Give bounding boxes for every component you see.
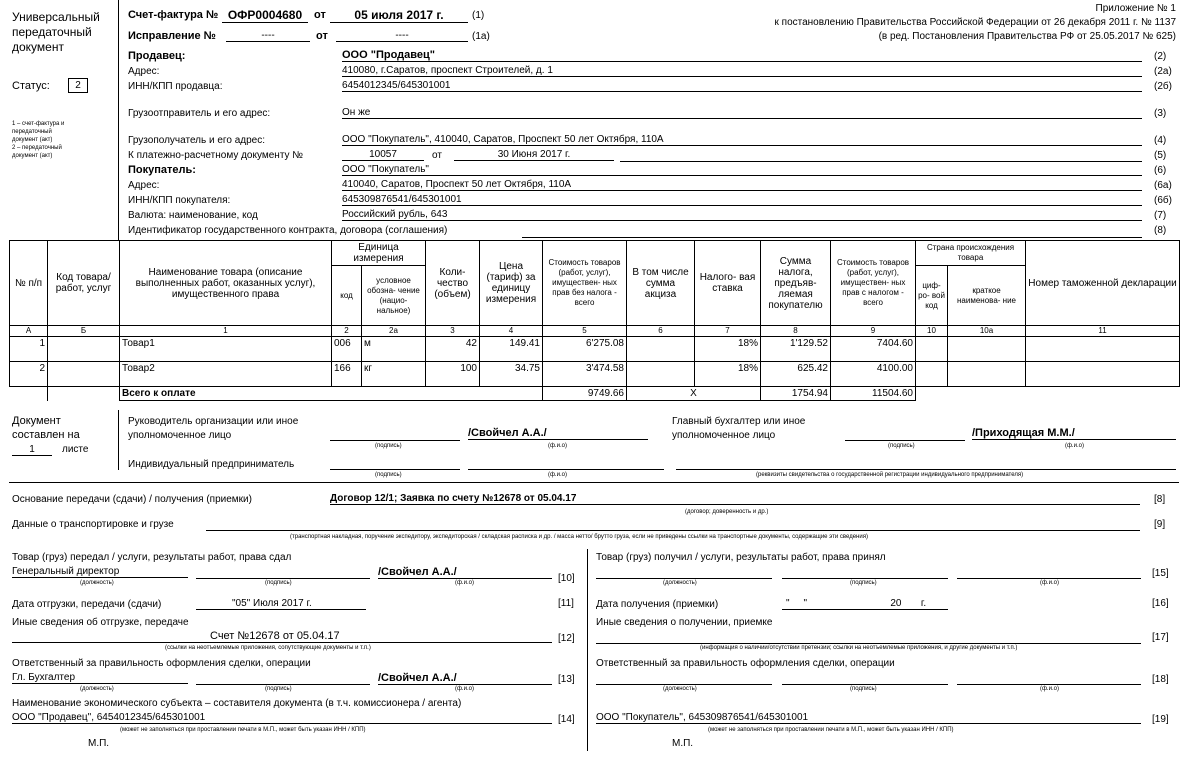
- row-rate: 18%: [695, 337, 761, 362]
- buyer-inn-label: ИНН/КПП покупателя:: [128, 195, 231, 206]
- col-header-np: № п/п: [10, 241, 48, 326]
- row-tax: 625.42: [761, 362, 831, 387]
- ref-17: [17]: [1152, 632, 1169, 643]
- section-divider: [9, 482, 1179, 483]
- currency-ref: (7): [1154, 210, 1167, 221]
- basis-value: Договор 12/1; Заявка по счету №12678 от 05.04.17: [330, 493, 1140, 505]
- document-type-title: [12, 10, 100, 55]
- row-customs: [1026, 362, 1180, 387]
- seller-label: Продавец:: [128, 50, 186, 62]
- title-line: Универсальный: [12, 10, 100, 24]
- resp-sign-line-right: [782, 684, 948, 685]
- handed-label: Товар (груз) передал / услуги, результаты работ, права сдал: [12, 552, 292, 563]
- col-header-country-code: циф- ро- вой код: [916, 266, 948, 326]
- chief-acc-sign-line: [845, 440, 965, 441]
- caption-position: (должность): [663, 686, 697, 692]
- stamp-place-left: М.П.: [88, 738, 110, 749]
- caption-fio: (ф.и.о): [455, 580, 474, 586]
- received-fio-line: [957, 578, 1141, 579]
- head-sign-line: уполномоченное лицо: [128, 430, 232, 441]
- other-ship-value: Счет №12678 от 05.04.17: [12, 630, 552, 643]
- col-number: А: [10, 326, 48, 337]
- chief-acc-label: [672, 415, 805, 443]
- row-unit-code: 166: [332, 362, 362, 387]
- row-unit-code: 006: [332, 337, 362, 362]
- payment-doc-ref: (5): [1154, 150, 1167, 161]
- table-row: [10, 362, 1180, 387]
- row-price: 149.41: [480, 337, 543, 362]
- invoice-ref: (1): [472, 10, 485, 21]
- ship-date-label: Дата отгрузки, передачи (сдачи): [12, 599, 162, 610]
- col-header-excise: В том числе сумма акциза: [627, 241, 695, 326]
- buyer-label: Покупатель:: [128, 164, 196, 176]
- chief-acc-line: Главный бухгалтер или иное: [672, 416, 806, 427]
- entity-caption-right: (может не заполняться при проставлении печати в М.П., может быть указан ИНН / КПП): [708, 727, 954, 733]
- row-unit-name: м: [362, 337, 426, 362]
- resp-position-line-right: [596, 684, 772, 685]
- consignee-ref: (4): [1154, 135, 1167, 146]
- ref-10: [10]: [558, 573, 575, 584]
- caption-position: (должность): [80, 580, 114, 586]
- col-number: Б: [48, 326, 120, 337]
- contract-id-line: [522, 237, 1142, 238]
- resp-label-right: Ответственный за правильность оформления сделки, операции: [596, 658, 895, 669]
- entity-value-left: ООО "Продавец", 6454012345/645301001: [12, 712, 552, 724]
- correction-date: ----: [336, 30, 468, 42]
- seller-inn-label: ИНН/КПП продавца:: [128, 81, 223, 92]
- col-header-country-name: краткое наименова- ние: [948, 266, 1026, 326]
- caption-fio: (ф.и.о): [548, 472, 567, 478]
- doc-sheets-line: составлен на: [12, 429, 80, 441]
- row-excise: [627, 362, 695, 387]
- payment-doc-number: 10057: [342, 149, 424, 161]
- title-line: передаточный: [12, 25, 92, 39]
- row-number: 1: [10, 337, 48, 362]
- status-note: документ (акт): [12, 153, 53, 159]
- ref-19: [19]: [1152, 714, 1169, 725]
- head-sign-line: [330, 440, 460, 441]
- ref-16: [16]: [1152, 598, 1169, 609]
- status-note: 2 – передаточный: [12, 145, 62, 151]
- contract-id-label: Идентификатор государственного контракта, договора (соглашения): [128, 225, 448, 236]
- handed-sign-line: [196, 578, 370, 579]
- shipper-label: Грузоотправитель и его адрес:: [128, 108, 271, 119]
- seller-inn-value: 6454012345/645301001: [342, 80, 1142, 92]
- consignee-label: Грузополучатель и его адрес:: [128, 135, 265, 146]
- correction-label: Исправление №: [128, 30, 216, 42]
- doc-sheets-block: [12, 414, 80, 442]
- row-cost: 3'474.58: [543, 362, 627, 387]
- ref-15: [15]: [1152, 568, 1169, 579]
- col-header-price: Цена (тариф) за единицу измерения: [480, 241, 543, 326]
- center-divider: [587, 549, 588, 751]
- col-header-code: Код товара/ работ, услуг: [48, 241, 120, 326]
- col-number: 1: [120, 326, 332, 337]
- caption-sign: (подпись): [265, 686, 292, 692]
- ref-11: [11]: [558, 598, 574, 609]
- head-name: /Свойчел А.А./: [468, 427, 648, 440]
- row-country-name: [948, 362, 1026, 387]
- other-ship-caption: (ссылки на неотъемлемые приложения, сопутствующие документы и т.п.): [165, 645, 371, 651]
- row-price: 34.75: [480, 362, 543, 387]
- caption-fio: (ф.и.о): [1065, 443, 1084, 449]
- row-code: [48, 362, 120, 387]
- sheets-label: листе: [62, 444, 89, 455]
- row-country-code: [916, 362, 948, 387]
- invoice-date: 05 июля 2017 г.: [330, 8, 468, 23]
- shipper-value: Он же: [342, 107, 1142, 119]
- sheets-count: 1: [12, 444, 52, 456]
- basis-label: Основание передачи (сдачи) / получения (приемки): [12, 494, 252, 505]
- buyer-address-ref: (6а): [1154, 180, 1172, 191]
- resp-fio-line-right: [957, 684, 1141, 685]
- col-header-name: Наименование товара (описание выполненных работ, оказанных услуг), имущественного права: [120, 241, 332, 326]
- row-name: Товар2: [120, 362, 332, 387]
- caption-sign: (подпись): [850, 686, 877, 692]
- currency-value: Российский рубль, 643: [342, 209, 1142, 221]
- recv-date-label: Дата получения (приемки): [596, 599, 719, 610]
- col-number: 2а: [362, 326, 426, 337]
- total-row: [10, 387, 1180, 401]
- payment-doc-line: [620, 161, 1142, 162]
- caption-fio: (ф.и.о): [1040, 580, 1059, 586]
- row-qty: 42: [426, 337, 480, 362]
- payment-doc-date: 30 Июня 2017 г.: [454, 149, 614, 161]
- title-line: документ: [12, 40, 64, 54]
- chief-acc-name: /Приходящая М.М./: [972, 427, 1176, 440]
- received-sign-line: [782, 578, 948, 579]
- caption-sign: (подпись): [850, 580, 877, 586]
- status-note: передаточный: [12, 129, 52, 135]
- resp-name-left: /Свойчел А.А./: [378, 672, 552, 685]
- other-recv-label: Иные сведения о получении, приемке: [596, 617, 773, 628]
- status-label: Статус:: [12, 80, 50, 92]
- total-tax: 1754.94: [761, 387, 831, 401]
- head-sign-line: Руководитель организации или иное: [128, 416, 299, 427]
- row-country-code: [916, 337, 948, 362]
- row-code: [48, 337, 120, 362]
- row-number: 2: [10, 362, 48, 387]
- caption-position: (должность): [80, 686, 114, 692]
- row-name: Товар1: [120, 337, 332, 362]
- seller-inn-ref: (2б): [1154, 81, 1172, 92]
- ie-sign-line: [330, 469, 460, 470]
- other-recv-caption: (информация о наличии/отсутствии претензии; ссылки на неотъемлемые приложения, и другие документы и т.п.): [700, 645, 1018, 651]
- basis-caption: (договор; доверенность и др.): [685, 509, 769, 515]
- col-header-country: Страна происхождения товара: [916, 241, 1026, 266]
- buyer-address-value: 410040, Саратов, Проспект 50 лет Октября, 110А: [342, 179, 1142, 191]
- sign-divider: [118, 410, 119, 470]
- caption-sign: (подпись): [888, 443, 915, 449]
- payment-doc-label: К платежно-расчетному документу №: [128, 150, 304, 161]
- col-header-unit: Единица измерения: [332, 241, 426, 266]
- stamp-place-right: М.П.: [672, 738, 694, 749]
- ie-fio-line: [468, 469, 664, 470]
- caption-fio: (ф.и.о): [1040, 686, 1059, 692]
- row-total: 4100.00: [831, 362, 916, 387]
- col-number: 8: [761, 326, 831, 337]
- ref-12: [12]: [558, 633, 575, 644]
- ref-18: [18]: [1152, 674, 1169, 685]
- col-header-unit-code: код: [332, 266, 362, 326]
- col-header-unit-name: условное обозна- чение (нацио- нальное): [362, 266, 426, 326]
- invoice-from-label: от: [314, 9, 326, 21]
- row-unit-name: кг: [362, 362, 426, 387]
- appendix-line: (в ред. Постановления Правительства РФ от 25.05.2017 № 625): [878, 31, 1176, 42]
- doc-sheets-line: Документ: [12, 415, 61, 427]
- seller-address-label: Адрес:: [128, 66, 160, 77]
- row-cost: 6'275.08: [543, 337, 627, 362]
- seller-address-ref: (2а): [1154, 66, 1172, 77]
- col-number: 4: [480, 326, 543, 337]
- row-country-name: [948, 337, 1026, 362]
- status-note: 1 – счет-фактура и: [12, 121, 65, 127]
- ie-label: Индивидуальный предприниматель: [128, 459, 295, 470]
- caption-fio: (ф.и.о): [455, 686, 474, 692]
- ie-reg-line: [676, 469, 1176, 470]
- transport-label: Данные о транспортировке и грузе: [12, 519, 174, 530]
- goods-table: [9, 240, 1180, 401]
- row-rate: 18%: [695, 362, 761, 387]
- col-number: 11: [1026, 326, 1180, 337]
- caption-sign: (подпись): [265, 580, 292, 586]
- head-sign-label: [128, 415, 298, 443]
- seller-value: ООО "Продавец": [342, 49, 1142, 62]
- seller-address-value: 410080, г.Саратов, проспект Строителей, д. 1: [342, 65, 1142, 77]
- consignee-value: ООО "Покупатель", 410040, Саратов, Проспект 50 лет Октября, 110А: [342, 134, 1142, 146]
- basis-ref: [8]: [1154, 494, 1166, 505]
- buyer-inn-value: 645309876541/645301001: [342, 194, 1142, 206]
- col-header-rate: Налого- вая ставка: [695, 241, 761, 326]
- col-header-qty: Коли- чество (объем): [426, 241, 480, 326]
- caption-position: (должность): [663, 580, 697, 586]
- col-number: 7: [695, 326, 761, 337]
- ref-13: [13]: [558, 674, 575, 685]
- col-number: 3: [426, 326, 480, 337]
- entity-caption-left: (может не заполняться при проставлении печати в М.П., может быть указан ИНН / КПП): [120, 727, 366, 733]
- buyer-value: ООО "Покупатель": [342, 164, 1142, 176]
- col-number: 2: [332, 326, 362, 337]
- col-header-cost-wo-tax: Стоимость товаров (работ, услуг), имуществен- ных прав без налога - всего: [543, 241, 627, 326]
- col-number: 6: [627, 326, 695, 337]
- table-row: [10, 337, 1180, 362]
- seller-ref: (2): [1154, 51, 1167, 62]
- row-customs: [1026, 337, 1180, 362]
- row-total: 7404.60: [831, 337, 916, 362]
- contract-id-ref: (8): [1154, 225, 1167, 236]
- recv-date-value: " " 20 г.: [782, 598, 948, 610]
- ship-date-value: "05" Июля 2017 г.: [196, 598, 366, 610]
- status-notes: [12, 120, 64, 160]
- total-excise: X: [627, 387, 761, 401]
- total-cost: 9749.66: [543, 387, 627, 401]
- total-label: Всего к оплате: [120, 387, 543, 401]
- caption-sign: (подпись): [375, 472, 402, 478]
- received-label: Товар (груз) получил / услуги, результаты работ, права принял: [596, 552, 886, 563]
- currency-label: Валюта: наименование, код: [128, 210, 258, 221]
- buyer-inn-ref: (6б): [1154, 195, 1172, 206]
- transport-ref: [9]: [1154, 519, 1166, 530]
- appendix-line: к постановлению Правительства Российской Федерации от 26 декабря 2011 г. № 1137: [774, 17, 1176, 28]
- invoice-number: ОФР0004680: [222, 8, 308, 23]
- row-excise: [627, 337, 695, 362]
- buyer-ref: (6): [1154, 165, 1167, 176]
- col-number: 5: [543, 326, 627, 337]
- col-header-tax: Сумма налога, предъяв- ляемая покупателю: [761, 241, 831, 326]
- buyer-address-label: Адрес:: [128, 180, 160, 191]
- other-ship-label: Иные сведения об отгрузке, передаче: [12, 617, 189, 628]
- status-note: документ (акт): [12, 137, 53, 143]
- row-qty: 100: [426, 362, 480, 387]
- resp-sign-line-left: [196, 684, 370, 685]
- ref-14: [14]: [558, 714, 575, 725]
- entity-label: Наименование экономического субъекта – составителя документа (в т.ч. комиссионера / агента): [12, 698, 462, 709]
- resp-label-left: Ответственный за правильность оформления сделки, операции: [12, 658, 311, 669]
- col-header-cost-w-tax: Стоимость товаров (работ, услуг), имуществен- ных прав с налогом - всего: [831, 241, 916, 326]
- entity-value-right: ООО "Покупатель", 645309876541/645301001: [596, 712, 1141, 724]
- correction-number: ----: [226, 30, 310, 42]
- col-header-customs: Номер таможенной декларации: [1026, 241, 1180, 326]
- correction-from-label: от: [316, 30, 328, 42]
- resp-position-left: Гл. Бухгалтер: [12, 672, 188, 684]
- appendix-note: [775, 2, 1177, 44]
- total-sum: 11504.60: [831, 387, 916, 401]
- ie-reg-caption: (реквизиты свидетельства о государственной регистрации индивидуального предпринимателя): [756, 472, 1024, 478]
- payment-doc-from: от: [432, 150, 442, 161]
- transport-caption: (транспортная накладная, поручение экспедитору, экспедиторская / складская расписка и др. / масса нетто/ брутто груза, если не приведены ссылки на транспортные документы, содержащие эти сведения): [290, 534, 868, 540]
- caption-fio: (ф.и.о): [548, 443, 567, 449]
- correction-ref: (1а): [472, 31, 490, 42]
- transport-line: [206, 530, 1140, 531]
- col-number: 9: [831, 326, 916, 337]
- chief-acc-line: уполномоченное лицо: [672, 430, 776, 441]
- invoice-label: Счет-фактура №: [128, 9, 219, 21]
- shipper-ref: (3): [1154, 108, 1167, 119]
- appendix-line: Приложение № 1: [1095, 3, 1176, 14]
- handed-position: Генеральный директор: [12, 566, 188, 578]
- col-number: 10а: [948, 326, 1026, 337]
- caption-sign: (подпись): [375, 443, 402, 449]
- received-position-line: [596, 578, 772, 579]
- row-tax: 1'129.52: [761, 337, 831, 362]
- status-value[interactable]: 2: [68, 78, 88, 93]
- side-divider: [118, 0, 119, 240]
- handed-name: /Свойчел А.А./: [378, 566, 552, 579]
- other-recv-line: [596, 643, 1141, 644]
- col-number: 10: [916, 326, 948, 337]
